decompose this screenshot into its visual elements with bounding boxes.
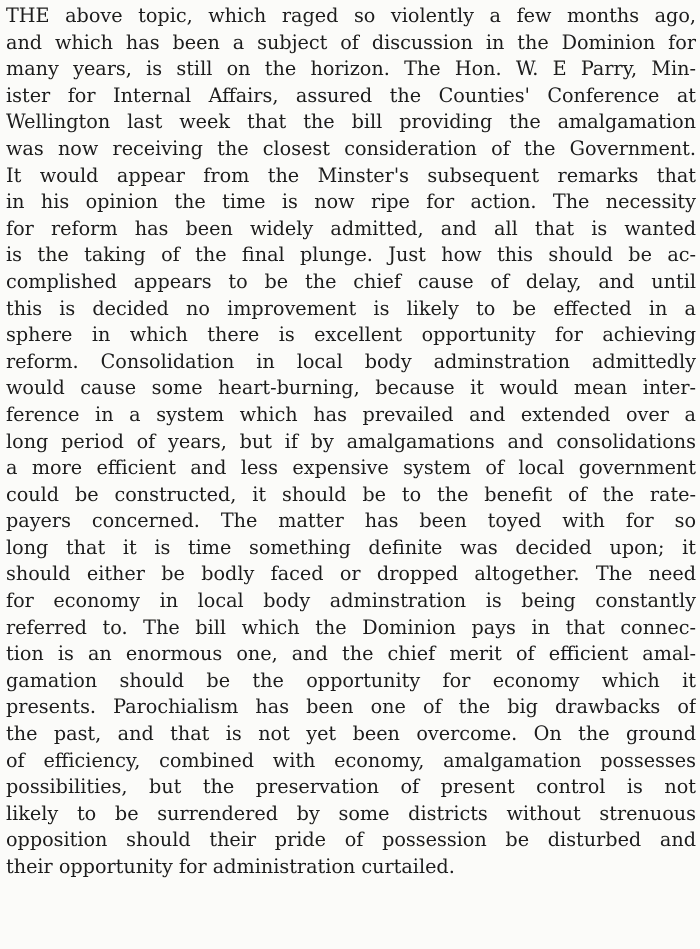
text-line: a more efficient and less expensive system of local government: [6, 456, 696, 480]
text-line: payers concerned. The matter has been toyed with for so: [6, 509, 696, 533]
text-line: referred to. The bill which the Dominion pays in that connec-: [6, 615, 696, 639]
text-line: long that it is time something definite was decided upon; it: [6, 535, 696, 559]
text-line: sphere in which there is excellent opportunity for achieving: [6, 323, 696, 347]
text-line: gamation should be the opportunity for economy which it: [6, 668, 696, 692]
text-line: opposition should their pride of possession be disturbed and: [6, 828, 696, 852]
text-line: Wellington last week that the bill providing the amalgamation: [6, 110, 696, 134]
text-line: ference in a system which has prevailed and extended over a: [6, 402, 696, 426]
text-line: is the taking of the final plunge. Just how this should be ac-: [6, 243, 696, 267]
text-line: was now receiving the closest consideration of the Government.: [6, 136, 696, 160]
text-line: this is decided no improvement is likely to be effected in a: [6, 296, 696, 320]
text-line: long period of years, but if by amalgamations and consolidations: [6, 429, 696, 453]
text-line: of efficiency, combined with economy, amalgamation possesses: [6, 748, 696, 772]
text-line: would cause some heart-burning, because it would mean inter-: [6, 376, 696, 400]
text-line: the past, and that is not yet been overcome. On the ground: [6, 722, 696, 746]
text-line: their opportunity for administration curtailed.: [6, 855, 455, 878]
text-line: for economy in local body adminstration is being constantly: [6, 589, 696, 613]
text-line: for reform has been widely admitted, and all that is wanted: [6, 216, 696, 240]
text-line: complished appears to be the chief cause of delay, and until: [6, 269, 696, 293]
text-line: reform. Consolidation in local body adminstration admittedly: [6, 349, 696, 373]
text-line: in his opinion the time is now ripe for action. The necessity: [6, 190, 696, 214]
text-line: likely to be surrendered by some districts without strenuous: [6, 801, 696, 825]
editorial-column: [6, 3, 696, 881]
text-line: possibilities, but the preservation of present control is not: [6, 775, 696, 799]
text-line: It would appear from the Minster's subsequent remarks that: [6, 163, 696, 187]
text-line: should either be bodly faced or dropped altogether. The need: [6, 562, 696, 586]
text-line: many years, is still on the horizon. The Hon. W. E Parry, Min-: [6, 57, 696, 81]
text-line: could be constructed, it should be to the benefit of the rate-: [6, 482, 696, 506]
text-line: presents. Parochialism has been one of the big drawbacks of: [6, 695, 696, 719]
text-line: ister for Internal Affairs, assured the Counties' Conference at: [6, 83, 696, 107]
text-line: tion is an enormous one, and the chief merit of efficient amal-: [6, 642, 696, 666]
text-line: and which has been a subject of discussion in the Dominion for: [6, 30, 696, 54]
text-line: THE above topic, which raged so violently a few months ago,: [6, 4, 696, 27]
